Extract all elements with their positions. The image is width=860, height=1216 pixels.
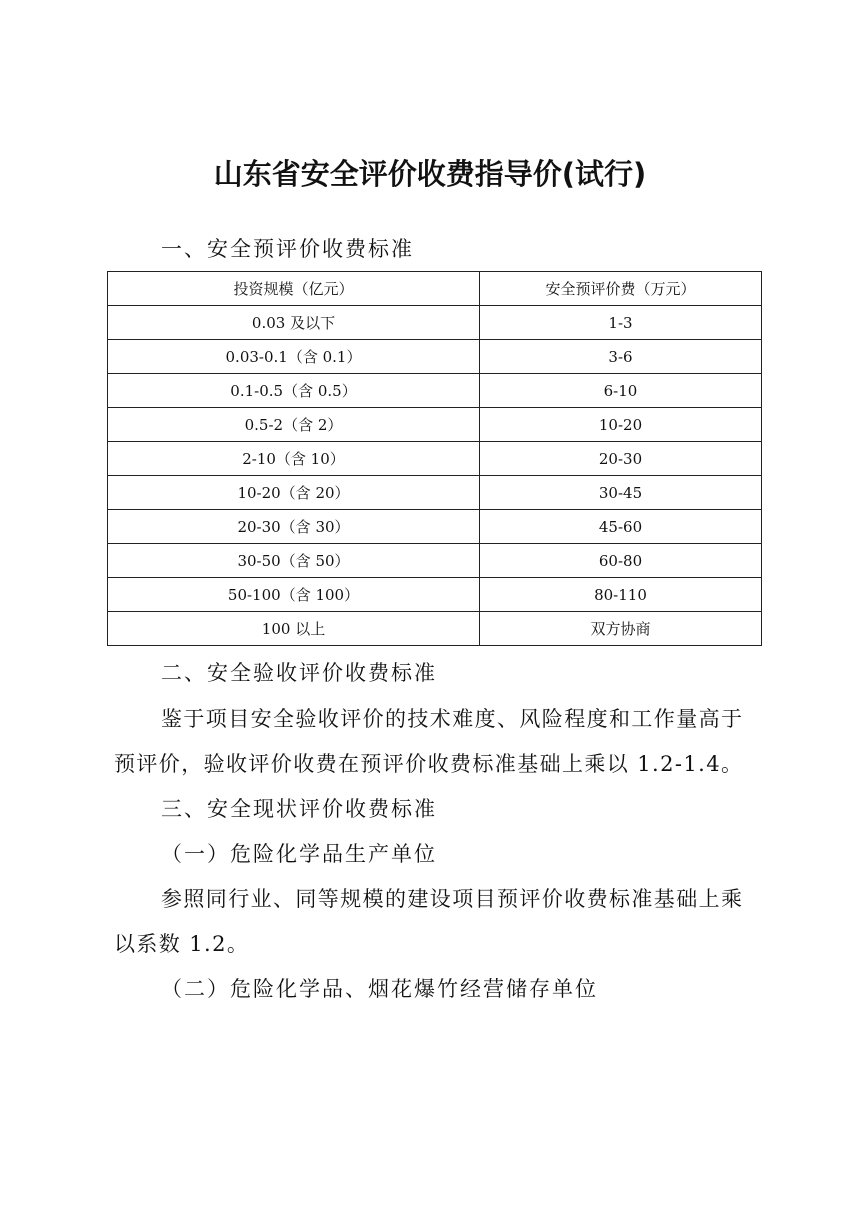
table-row <box>108 306 762 340</box>
investment-scale-cell: 0.1-0.5（含 0.5） <box>108 374 480 408</box>
investment-scale-cell: 0.03 及以下 <box>108 306 480 340</box>
chemical-production-paragraph-line-2: 以系数 1.2。 <box>114 932 250 956</box>
pre-evaluation-fee-cell: 3-6 <box>480 340 762 374</box>
table-row <box>108 408 762 442</box>
document-title: 山东省安全评价收费指导价(试行) <box>213 157 647 191</box>
section-heading-status-evaluation: 三、安全现状评价收费标准 <box>161 797 437 821</box>
investment-scale-cell: 10-20（含 20） <box>108 476 480 510</box>
pre-evaluation-fee-cell: 6-10 <box>480 374 762 408</box>
fee-table-body <box>108 306 762 646</box>
acceptance-paragraph-line-2: 预评价，验收评价收费在预评价收费标准基础上乘以 1.2-1.4。 <box>114 752 744 776</box>
table-row <box>108 612 762 646</box>
investment-scale-cell: 20-30（含 30） <box>108 510 480 544</box>
investment-scale-cell: 0.03-0.1（含 0.1） <box>108 340 480 374</box>
table-row <box>108 340 762 374</box>
pre-evaluation-fee-cell: 20-30 <box>480 442 762 476</box>
pre-evaluation-fee-cell: 10-20 <box>480 408 762 442</box>
pre-evaluation-fee-cell: 60-80 <box>480 544 762 578</box>
section-heading-acceptance-evaluation: 二、安全验收评价收费标准 <box>161 661 437 685</box>
investment-scale-cell: 50-100（含 100） <box>108 578 480 612</box>
table-row <box>108 374 762 408</box>
table-header-row <box>108 272 762 306</box>
acceptance-paragraph-line-1: 鉴于项目安全验收评价的技术难度、风险程度和工作量高于 <box>161 707 744 731</box>
pre-evaluation-fee-cell: 双方协商 <box>480 612 762 646</box>
subsection-heading-chemical-production: （一）危险化学品生产单位 <box>161 842 437 866</box>
pre-evaluation-fee-cell: 1-3 <box>480 306 762 340</box>
section-heading-pre-evaluation: 一、安全预评价收费标准 <box>161 237 414 261</box>
investment-scale-cell: 100 以上 <box>108 612 480 646</box>
pre-evaluation-fee-cell: 45-60 <box>480 510 762 544</box>
column-header-investment-scale: 投资规模（亿元） <box>108 272 480 306</box>
pre-evaluation-fee-cell: 30-45 <box>480 476 762 510</box>
pre-evaluation-fee-table <box>107 271 762 646</box>
table-row <box>108 476 762 510</box>
investment-scale-cell: 2-10（含 10） <box>108 442 480 476</box>
chemical-production-paragraph-line-1: 参照同行业、同等规模的建设项目预评价收费标准基础上乘 <box>161 887 744 911</box>
table-row <box>108 510 762 544</box>
table-row <box>108 442 762 476</box>
subsection-heading-chemical-fireworks-storage: （二）危险化学品、烟花爆竹经营储存单位 <box>161 977 598 1001</box>
investment-scale-cell: 0.5-2（含 2） <box>108 408 480 442</box>
column-header-pre-evaluation-fee: 安全预评价费（万元） <box>480 272 762 306</box>
pre-evaluation-fee-cell: 80-110 <box>480 578 762 612</box>
investment-scale-cell: 30-50（含 50） <box>108 544 480 578</box>
table-row <box>108 578 762 612</box>
table-row <box>108 544 762 578</box>
